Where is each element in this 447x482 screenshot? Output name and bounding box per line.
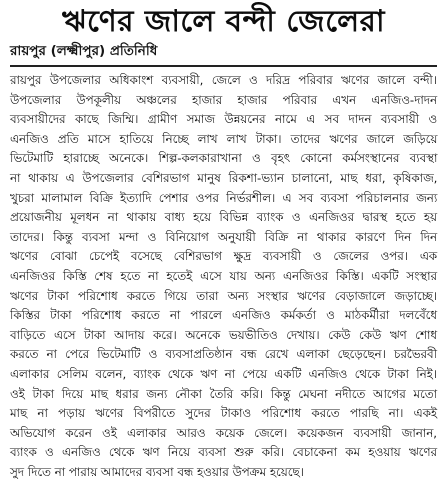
- article-body-line: বাড়িতে এসে টাকা আদায় করে। অনেকে ভয়ভীতিও দেখায়। কেউ কেউ ঋণ শোধ: [10, 327, 437, 342]
- article-body: [10, 71, 437, 482]
- article-body-line: ঋণের টাকা পরিশোধ করতে গিয়ে তারা অন্য সংস্থার ঋণের বেড়াজালে জড়াচ্ছে।: [10, 288, 437, 303]
- article-body-line: তাদের। কিন্তু ব্যবসা মন্দা ও বিনিয়োগ অনুযায়ী বিক্রি না থাকার কারণে দিন দিন: [10, 229, 437, 244]
- article-body-line: অভিযোগ করেন ওই এলাকার আরও কয়েক জেলে। কয়েকজন ব্যবসায়ী জানান,: [10, 425, 437, 440]
- article-body-line: এনজিওর কিস্তি শেষ হতে না হতেই এসে যায় অন্য এনজিওর কিস্তি। একটি সংস্থার: [10, 268, 437, 283]
- article-body-line: উপজেলার উপকূলীয় অঞ্চলের হাজার হাজার পরিবার এখন এনজিও-দাদন: [10, 92, 437, 107]
- article-body-line: রায়পুর উপজেলার অধিকাংশ ব্যবসায়ী, জেলে ও দরিদ্র পরিবার ঋণের জালে বন্দী।: [10, 73, 437, 87]
- article-body-line: ব্যাংক ও এনজিও থেকে ঋণ নিয়ে ব্যবসা শুরু করি। বেচাকেনা কম হওয়ায় ঋণের: [10, 445, 437, 460]
- article-body-line: ঋণের বোঝা চেপেই বসেছে বেশিরভাগ ক্ষুদ্র ব্যবসায়ী ও জেলের ওপর। এক: [10, 249, 438, 264]
- article-body-line: ব্যবসায়ীদের কাছে জিম্মি। গ্রামীণ সমাজ উন্নয়নের নামে এ সব দাদন ব্যবসায়ী ও: [10, 112, 438, 127]
- article-body-line: সুদ দিতে না পারায় আমাদের ব্যবসা বন্ধ হওয়ার উপক্রম হয়েছে।: [10, 464, 304, 479]
- article-body-line: করতে না পেরে ভিটেমাটি ও ব্যবসাপ্রতিষ্ঠান বন্ধ রেখে এলাকা ছেড়েছেন। চরভৈরবী: [10, 347, 437, 362]
- headline: ঋণের জালে বন্দী জেলেরা: [61, 4, 386, 38]
- article-body-line: প্রয়োজনীয় মূলধন না থাকায় বাধ্য হয়ে বিভিন্ন ব্যাংক ও এনজিওর দ্বারস্থ হতে হয়: [10, 210, 437, 225]
- article-body-line: ভিটেমাটি হারাচ্ছে অনেকে। শিল্প-কলকারাখানা ও বৃহৎ কোনো কর্মসংস্থানের ব্যবস্থা: [10, 151, 438, 166]
- article-body-line: মাছ না পড়ায় ঋণের বিপরীতে সুদের টাকাও পরিশোধ করতে পারছি না। একই: [10, 406, 438, 421]
- byline-divider: [10, 65, 437, 67]
- article-body-line: কিস্তির টাকা পরিশোধ করতে না পারলে এনজিও কর্মকর্তা ও মাঠকর্মীরা দলবেঁধে: [10, 308, 437, 323]
- byline: রায়পুর (লক্ষ্মীপুর) প্রতিনিধি: [10, 43, 158, 59]
- article-body-line: খুচরা মালামাল বিক্রি ইত্যাদি পেশার ওপর নির্ভরশীল। এ সব ব্যবসা পরিচালনার জন্য: [10, 190, 438, 205]
- article-body-line: না থাকায় এ উপজেলার বেশিরভাগ মানুষ রিকশা-ভ্যান চালানো, মাছ ধরা, কৃষিকাজ,: [10, 170, 438, 185]
- article-body-line: এনজিও প্রতি মাসে হাতিয়ে নিচ্ছে লাখ লাখ টাকা। তাদের ঋণের জালে জড়িয়ে: [10, 131, 438, 146]
- article-body-line: এলাকার সেলিম বলেন, ব্যাংক থেকে ঋণ না পেয়ে একটি এনজিও থেকে টাকা নিই।: [10, 366, 437, 381]
- article-body-line: ওই টাকা দিয়ে মাছ ধরার জন্য নৌকা তৈরি করি। কিন্তু মেঘনা নদীতে আগের মতো: [10, 386, 437, 401]
